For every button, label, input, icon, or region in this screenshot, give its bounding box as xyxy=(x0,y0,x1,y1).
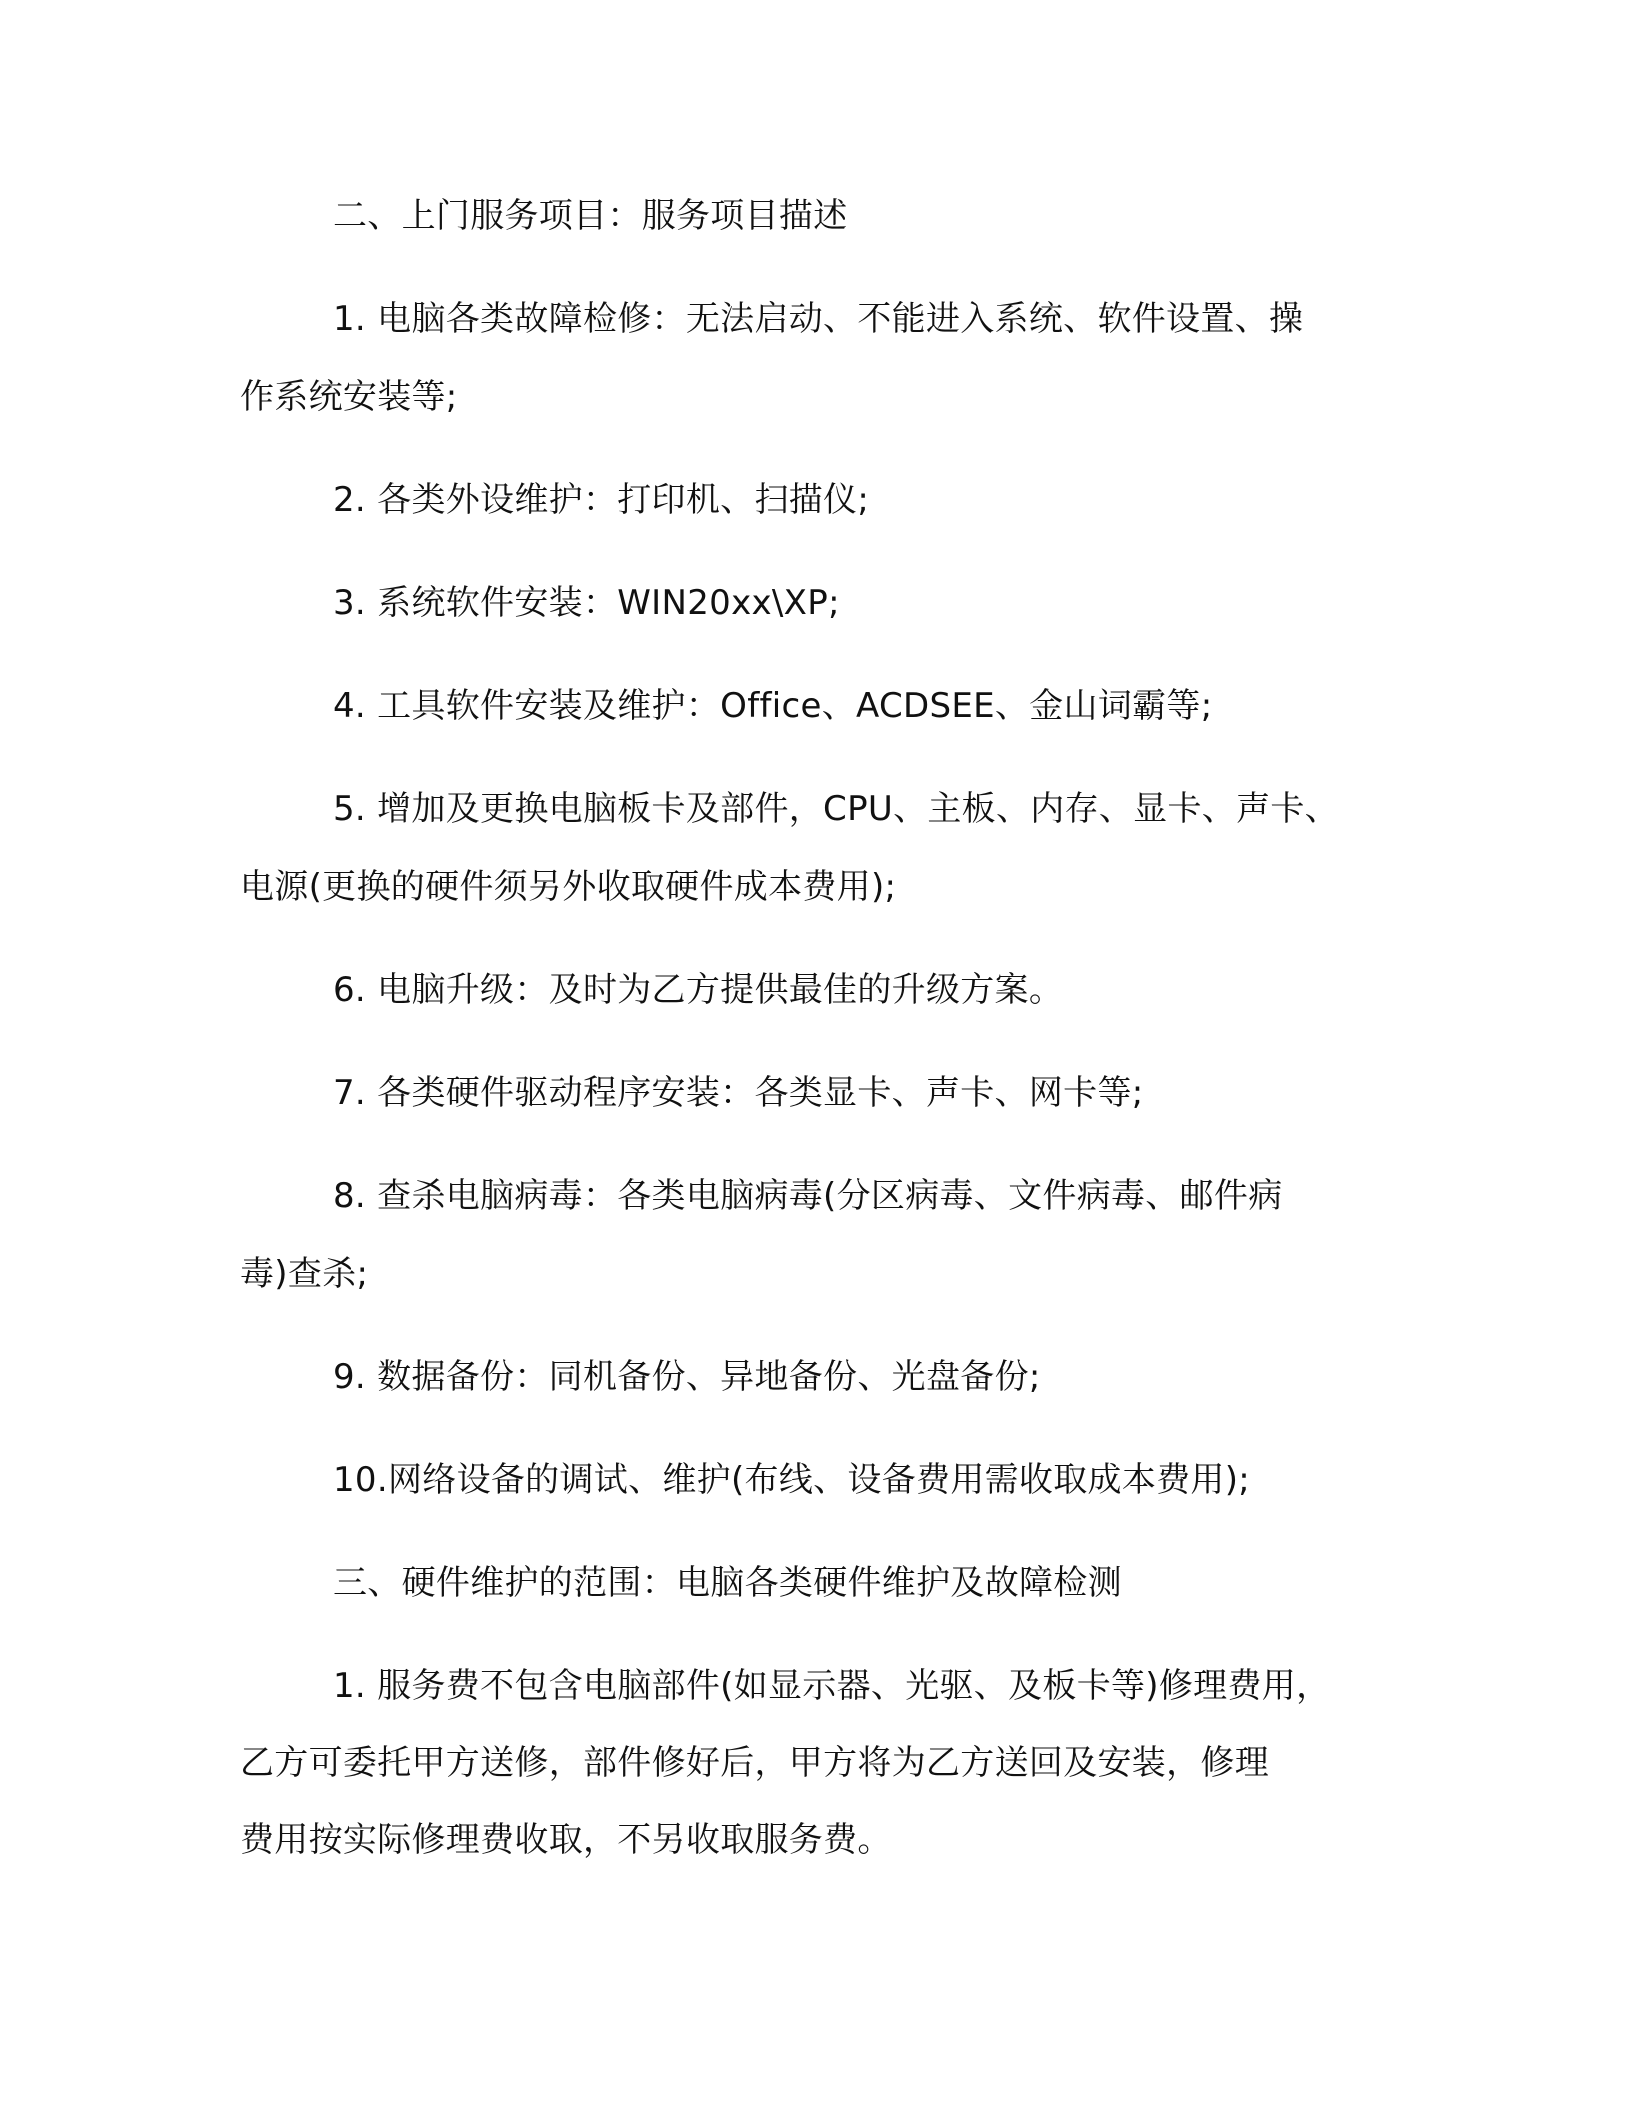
list-item-line: 4. 工具软件安装及维护：Office、ACDSEE、金山词霸等; xyxy=(333,686,1213,726)
list-item-line: 毒)查杀; xyxy=(240,1254,369,1294)
list-item-line: 5. 增加及更换电脑板卡及部件，CPU、主板、内存、显卡、声卡、 xyxy=(333,789,1339,829)
list-item-line: 乙方可委托甲方送修，部件修好后，甲方将为乙方送回及安装，修理 xyxy=(240,1743,1269,1783)
list-item-line: 3. 系统软件安装：WIN20xx\XP; xyxy=(333,583,840,623)
list-item-line: 8. 查杀电脑病毒：各类电脑病毒(分区病毒、文件病毒、邮件病 xyxy=(333,1176,1283,1216)
list-item-line: 6. 电脑升级：及时为乙方提供最佳的升级方案。 xyxy=(333,970,1064,1010)
list-item-line: 1. 电脑各类故障检修：无法启动、不能进入系统、软件设置、操 xyxy=(333,299,1304,339)
list-item-line: 费用按实际修理费收取，不另收取服务费。 xyxy=(240,1820,892,1860)
list-item-line: 作系统安装等; xyxy=(240,377,458,417)
section-heading: 二、上门服务项目：服务项目描述 xyxy=(333,196,848,236)
list-item-line: 电源(更换的硬件须另外收取硬件成本费用); xyxy=(240,867,897,907)
list-item-line: 10.网络设备的调试、维护(布线、设备费用需收取成本费用); xyxy=(333,1460,1251,1500)
list-item-line: 2. 各类外设维护：打印机、扫描仪; xyxy=(333,480,870,520)
list-item-line: 9. 数据备份：同机备份、异地备份、光盘备份; xyxy=(333,1357,1041,1397)
list-item-line: 1. 服务费不包含电脑部件(如显示器、光驱、及板卡等)修理费用， xyxy=(333,1666,1331,1706)
list-item-line: 7. 各类硬件驱动程序安装：各类显卡、声卡、网卡等; xyxy=(333,1073,1144,1113)
section-heading: 三、硬件维护的范围：电脑各类硬件维护及故障检测 xyxy=(333,1563,1122,1603)
